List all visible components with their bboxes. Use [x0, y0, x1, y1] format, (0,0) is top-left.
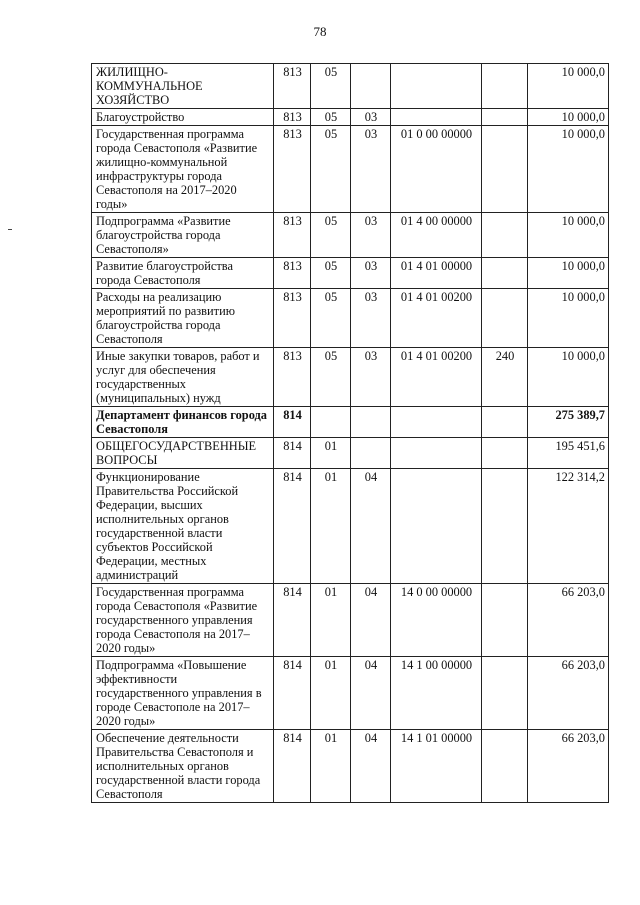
table-row [92, 289, 609, 348]
table-row [92, 469, 609, 584]
department-code-cell: 814 [274, 730, 311, 803]
amount-cell: 10 000,0 [528, 126, 609, 213]
expense-type-cell: 240 [482, 348, 528, 407]
expense-type-cell [482, 407, 528, 438]
item-name-cell: Функционирование Правительства Российской Федерации, высших исполнительных органов государственной власти субъектов Российской Федерации, местных администраций [92, 469, 274, 584]
amount-cell: 275 389,7 [528, 407, 609, 438]
item-name-cell: Департамент финансов города Севастополя [92, 407, 274, 438]
amount-cell: 66 203,0 [528, 730, 609, 803]
subsection-code-cell [351, 64, 391, 109]
subsection-code-cell: 03 [351, 258, 391, 289]
amount-cell: 10 000,0 [528, 258, 609, 289]
amount-cell: 66 203,0 [528, 657, 609, 730]
expense-type-cell [482, 64, 528, 109]
item-name-cell: ЖИЛИЩНО-КОММУНАЛЬНОЕ ХОЗЯЙСТВО [92, 64, 274, 109]
subsection-code-cell: 04 [351, 730, 391, 803]
section-code-cell: 05 [311, 64, 351, 109]
table-row [92, 438, 609, 469]
amount-cell: 10 000,0 [528, 109, 609, 126]
subsection-code-cell: 03 [351, 289, 391, 348]
department-code-cell: 813 [274, 109, 311, 126]
margin-mark [8, 229, 12, 230]
department-code-cell: 813 [274, 348, 311, 407]
department-code-cell: 814 [274, 657, 311, 730]
amount-cell: 122 314,2 [528, 469, 609, 584]
target-article-cell: 14 1 01 00000 [391, 730, 482, 803]
target-article-cell [391, 109, 482, 126]
subsection-code-cell [351, 438, 391, 469]
expense-type-cell [482, 213, 528, 258]
expense-type-cell [482, 109, 528, 126]
expense-type-cell [482, 469, 528, 584]
department-code-cell: 813 [274, 64, 311, 109]
section-code-cell: 05 [311, 348, 351, 407]
section-code-cell: 01 [311, 657, 351, 730]
section-code-cell [311, 407, 351, 438]
amount-cell: 10 000,0 [528, 348, 609, 407]
department-code-cell: 814 [274, 407, 311, 438]
section-code-cell: 05 [311, 109, 351, 126]
section-code-cell: 01 [311, 584, 351, 657]
table-row [92, 407, 609, 438]
department-code-cell: 813 [274, 213, 311, 258]
subsection-code-cell: 04 [351, 469, 391, 584]
amount-cell: 66 203,0 [528, 584, 609, 657]
target-article-cell: 14 1 00 00000 [391, 657, 482, 730]
subsection-code-cell: 03 [351, 213, 391, 258]
target-article-cell: 01 0 00 00000 [391, 126, 482, 213]
item-name-cell: Развитие благоустройства города Севастополя [92, 258, 274, 289]
section-code-cell: 05 [311, 258, 351, 289]
amount-cell: 195 451,6 [528, 438, 609, 469]
item-name-cell: Обеспечение деятельности Правительства Севастополя и исполнительных органов государственной власти города Севастополя [92, 730, 274, 803]
subsection-code-cell [351, 407, 391, 438]
table-row [92, 213, 609, 258]
subsection-code-cell: 03 [351, 348, 391, 407]
subsection-code-cell: 03 [351, 126, 391, 213]
expense-type-cell [482, 126, 528, 213]
department-code-cell: 814 [274, 469, 311, 584]
section-code-cell: 05 [311, 213, 351, 258]
target-article-cell: 01 4 01 00200 [391, 348, 482, 407]
table-row [92, 126, 609, 213]
table-row [92, 348, 609, 407]
item-name-cell: Государственная программа города Севастополя «Развитие государственного управления города Севастополя на 2017–2020 годы» [92, 584, 274, 657]
section-code-cell: 05 [311, 289, 351, 348]
subsection-code-cell: 04 [351, 657, 391, 730]
target-article-cell [391, 438, 482, 469]
subsection-code-cell: 04 [351, 584, 391, 657]
target-article-cell: 01 4 01 00000 [391, 258, 482, 289]
target-article-cell: 01 4 01 00200 [391, 289, 482, 348]
table-row [92, 730, 609, 803]
expense-type-cell [482, 657, 528, 730]
expense-type-cell [482, 584, 528, 657]
department-code-cell: 813 [274, 258, 311, 289]
item-name-cell: Подпрограмма «Развитие благоустройства города Севастополя» [92, 213, 274, 258]
expense-type-cell [482, 438, 528, 469]
table-row [92, 64, 609, 109]
table-body [92, 64, 609, 803]
target-article-cell [391, 469, 482, 584]
target-article-cell [391, 64, 482, 109]
amount-cell: 10 000,0 [528, 64, 609, 109]
target-article-cell [391, 407, 482, 438]
table-row [92, 258, 609, 289]
item-name-cell: Благоустройство [92, 109, 274, 126]
department-code-cell: 814 [274, 438, 311, 469]
item-name-cell: Иные закупки товаров, работ и услуг для обеспечения государственных (муниципальных) нужд [92, 348, 274, 407]
budget-table [91, 63, 609, 803]
table-row [92, 657, 609, 730]
department-code-cell: 813 [274, 126, 311, 213]
section-code-cell: 01 [311, 730, 351, 803]
department-code-cell: 814 [274, 584, 311, 657]
item-name-cell: Подпрограмма «Повышение эффективности государственного управления в городе Севастополе на 2017–2020 годы» [92, 657, 274, 730]
table-row [92, 584, 609, 657]
item-name-cell: ОБЩЕГОСУДАРСТВЕННЫЕ ВОПРОСЫ [92, 438, 274, 469]
item-name-cell: Расходы на реализацию мероприятий по развитию благоустройства города Севастополя [92, 289, 274, 348]
department-code-cell: 813 [274, 289, 311, 348]
subsection-code-cell: 03 [351, 109, 391, 126]
table-row [92, 109, 609, 126]
amount-cell: 10 000,0 [528, 213, 609, 258]
target-article-cell: 14 0 00 00000 [391, 584, 482, 657]
amount-cell: 10 000,0 [528, 289, 609, 348]
item-name-cell: Государственная программа города Севастополя «Развитие жилищно-коммунальной инфраструктуры города Севастополя на 2017–2020 годы» [92, 126, 274, 213]
section-code-cell: 01 [311, 469, 351, 584]
section-code-cell: 05 [311, 126, 351, 213]
expense-type-cell [482, 730, 528, 803]
target-article-cell: 01 4 00 00000 [391, 213, 482, 258]
expense-type-cell [482, 258, 528, 289]
expense-type-cell [482, 289, 528, 348]
section-code-cell: 01 [311, 438, 351, 469]
page-number: 78 [313, 24, 327, 39]
